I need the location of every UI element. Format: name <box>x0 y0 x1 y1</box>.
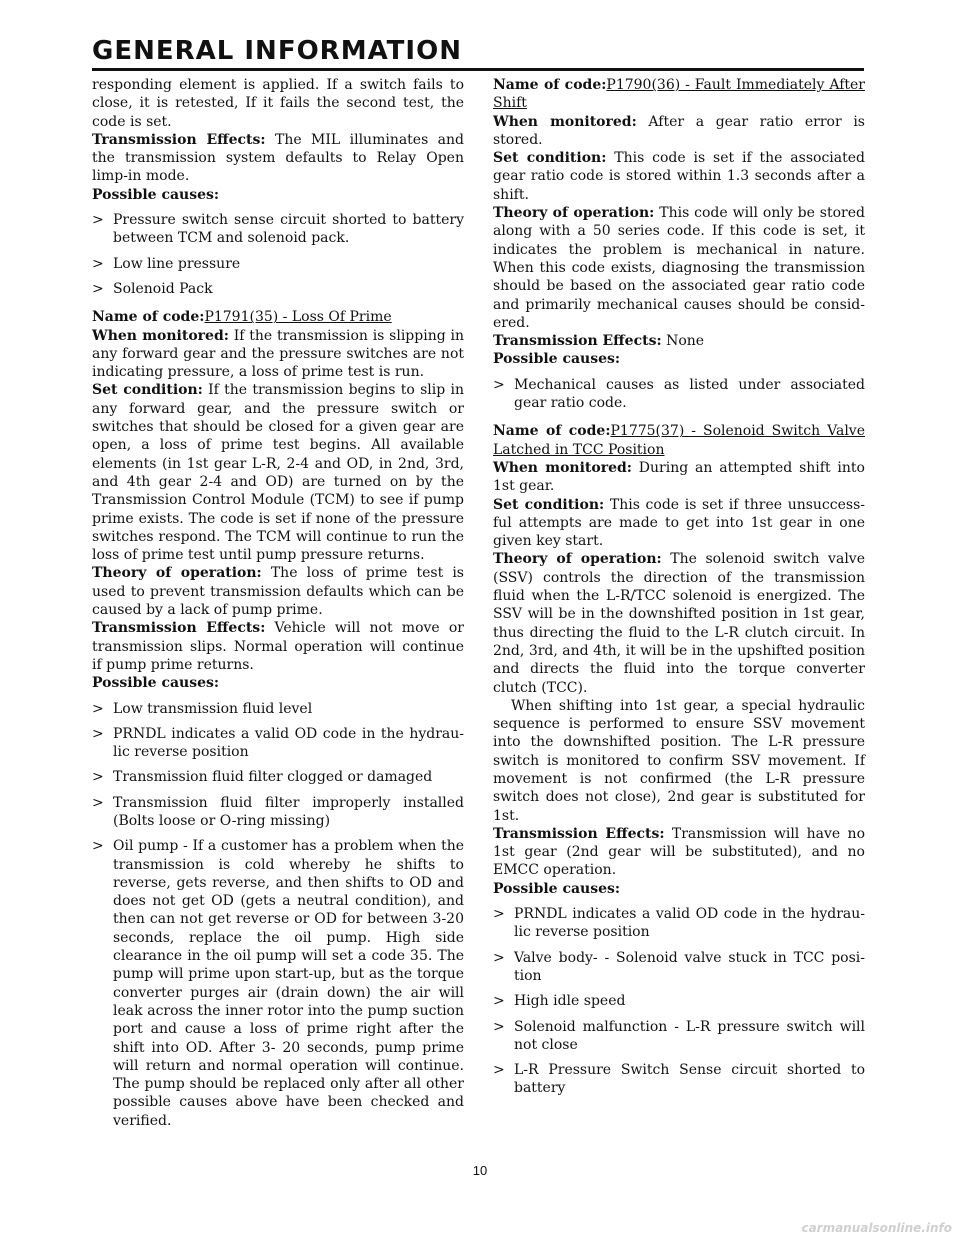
left-column <box>92 76 464 1140</box>
list-item: > L-R Pressure Switch Sense circuit shorted to battery <box>493 1062 865 1097</box>
code35-theory: Theory of operation: The loss of prime test is used to prevent transmission defaults which can be caused by a lack of pump prime. <box>92 565 464 619</box>
code36-when: When monitored: After a gear ratio error is stored. <box>493 113 865 148</box>
list-item: > Low line pressure <box>92 255 241 272</box>
list-item: > PRNDL indicates a valid OD code in the hydrau- lic reverse position <box>92 725 464 761</box>
code37-theory: Theory of operation: The solenoid switch valve (SSV) controls the direction of the transmission fluid when the L-R/TCC solenoid is energized. The SSV will be in the downshifted position in 1st gear, thus directing the fluid to the L-R clutch circuit. In 2nd, 3rd, and 4th, it will be in the upshifted position and directs the fluid into the torque converter clutch (TCC). <box>493 551 865 696</box>
code35-causes-heading: Possible causes: <box>92 675 220 692</box>
page-title: GENERAL INFORMATION <box>92 36 462 66</box>
code36-set: Set condition: This code is set if the associated gear ratio code is stored within 1.3 seconds after a shift. <box>493 150 865 203</box>
code37-effects: Transmission Effects: Transmission will have no 1st gear (2nd gear will be substituted), and no EMCC operation. <box>493 825 865 879</box>
code36-effects: Transmission Effects: None <box>493 333 705 350</box>
code37-theory-continued: When shifting into 1st gear, a special hydraulic sequence is performed to ensure SSV movement into the downshifted position. The L-R pressure switch is monitored to confirm SSV movement. If movement is not confirmed (the L-R pressure switch does not close), 2nd gear is substituted for 1st. <box>493 697 865 824</box>
intro-effects: Transmission Effects: The MIL illuminates and the transmission system defaults to Relay Open limp-in mode. <box>92 131 465 185</box>
list-item: > Transmission fluid filter clogged or damaged <box>92 769 433 786</box>
code35-effects: Transmission Effects: Vehicle will not move or transmission slips. Normal operation will continue if pump prime returns. <box>92 620 464 673</box>
list-item: > Solenoid Pack <box>92 280 213 297</box>
code35-name: Name of code:P1791(35) - Loss Of Prime <box>92 309 392 326</box>
list-item: > Valve body- - Solenoid valve stuck in TCC posi- tion <box>493 949 865 984</box>
list-item: > Oil pump - If a customer has a problem when the transmission is cold whereby he shifts to reverse, gets reverse, and then shifts to OD and does not get OD (gets a neutral condition), and then can not get reverse or OD for between 3-20 seconds, replace the oil pump. High side clearance in the oil pump will set a code 35. The pump will prime upon start-up, but as the torque converter purges air (drain down) the air will leak across the inner rotor into the pump suction port and cause a loss of prime right after the shift into OD. After 3- 20 seconds, pump prime will return and normal operation will continue. The pump should be replaced only after all other possible causes above have been checked and verified. <box>92 838 464 1129</box>
code37-name: Name of code:P1775(37) - Solenoid Switch Valve Latched in TCC Position <box>493 423 865 458</box>
code36-name: Name of code:P1790(36) - Fault Immediately After Shift <box>493 77 865 112</box>
intro-paragraph: responding element is applied. If a switch fails to close, it is retested, If it fails the second test, the code is set. <box>92 77 464 130</box>
code36-causes-heading: Possible causes: <box>493 351 621 368</box>
watermark: carmanualsonline.info <box>801 1221 952 1235</box>
code36-theory: Theory of operation: This code will only be stored along with a 50 series code. If this code is set, it indicates the problem is mechanical in nature. When this code exists, diagnosing the transmission should be based on the associated gear ratio code and primarily mechanical causes should be consid- ered. <box>493 205 865 331</box>
code37-causes-list <box>493 905 865 1098</box>
code35-causes-list <box>92 700 464 1131</box>
right-column <box>493 76 865 1108</box>
list-item: > Pressure switch sense circuit shorted to battery between TCM and solenoid pack. <box>92 212 464 247</box>
list-item: > Low transmission fluid level <box>92 700 313 717</box>
list-item: > High idle speed <box>493 993 626 1010</box>
list-item: > Mechanical causes as listed under associated gear ratio code. <box>493 376 865 412</box>
list-item: > Transmission fluid filter improperly installed (Bolts loose or O-ring missing) <box>92 794 464 829</box>
list-item: > Solenoid malfunction - L-R pressure switch will not close <box>493 1018 865 1053</box>
code37-set: Set condition: This code is set if three unsuccess- ful attempts are made to get into 1st gear in one given key start. <box>493 496 866 550</box>
code37-causes-heading: Possible causes: <box>493 880 621 897</box>
page-number: 10 <box>472 1163 488 1178</box>
intro-causes-list <box>92 211 464 298</box>
list-item: > PRNDL indicates a valid OD code in the hydrau- lic reverse position <box>493 906 865 941</box>
page-header <box>92 36 864 71</box>
code35-when: When monitored: If the transmission is slipping in any forward gear and the pressure switches are not indicating pressure, a loss of prime test is run. <box>92 327 464 381</box>
code36-causes-list <box>493 376 865 413</box>
intro-causes-heading: Possible causes: <box>92 186 220 203</box>
code35-set: Set condition: If the transmission begins to slip in any forward gear, and the pressure switch or switches that should be closed for a given gear are open, a loss of prime test begins. All available elements (in 1st gear L-R, 2-4 and OD, in 2nd, 3rd, and 4th gear 2-4 and OD) are turned on by the Transmission Control Module (TCM) to see if pump prime exists. The code is set if none of the pressure switches respond. The TCM will continue to run the loss of prime test until pump pressure returns. <box>92 382 464 564</box>
code37-when: When monitored: During an attempted shift into 1st gear. <box>493 459 865 495</box>
